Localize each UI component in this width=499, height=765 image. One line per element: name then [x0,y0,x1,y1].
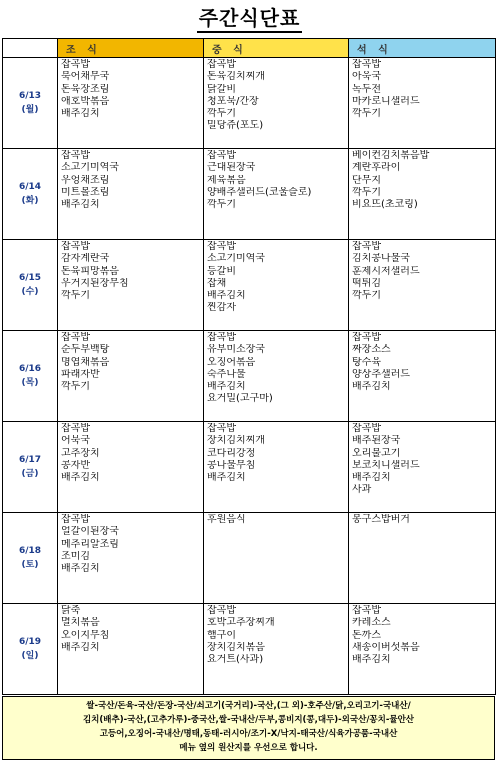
lunch-items [204,58,348,133]
weekday-label: (일) [21,651,39,661]
menu-item: 얼갈이된장국 [61,526,119,538]
dinner-items [349,513,495,526]
menu-item: 탕수육 [352,356,381,368]
lunch-cell [204,149,349,240]
menu-item: 보코치니샐러드 [352,459,420,471]
menu-item: 비요뜨(초코링) [352,199,418,211]
menu-item: 녹두전 [352,83,381,95]
date-label: 6/19 [18,637,42,647]
menu-item: 배추김치 [61,641,100,653]
menu-item: 고추장치 [61,447,100,459]
day-row [3,240,496,331]
day-row [3,513,496,604]
menu-item: 깍두기 [352,290,381,302]
menu-body [3,58,496,695]
menu-item: 배추김치 [61,108,100,120]
dinner-items [349,331,495,393]
menu-item: 양상추샐러드 [352,368,410,380]
header-corner [3,39,58,58]
menu-item: 미트볼조림 [61,186,110,198]
lunch-items [204,331,348,406]
origin-line-3: 고등어,오징어-국내산/명태,동태-러시아/조기-X/낙지-태국산/식육가공품-국내산 [99,729,398,739]
menu-item: 잡곡밥 [207,605,236,616]
menu-item: 김치콩나물국 [352,253,410,265]
menu-item: 배추김치 [207,290,246,302]
menu-item: 잡곡밥 [61,332,90,343]
date-cell [3,58,58,149]
menu-item: 명엽채볶음 [61,356,110,368]
menu-item: 짜장소스 [352,344,391,356]
date-label: 6/15 [18,273,42,283]
menu-item: 잡곡밥 [61,59,90,70]
menu-item: 돈육장조림 [61,83,110,95]
day-row [3,331,496,422]
menu-item: 제육볶음 [207,174,246,186]
menu-item: 배추김치 [61,199,100,211]
menu-item: 잡곡밥 [207,332,236,343]
menu-item: 찐감자 [207,302,236,314]
breakfast-items [58,58,203,120]
menu-item: 등갈비 [207,265,236,277]
menu-item: 오징어볶음 [207,356,256,368]
date-label: 6/13 [18,91,42,101]
header-lunch: 중 식 [204,39,349,58]
menu-item: 잡곡밥 [207,241,236,252]
date-cell [3,604,58,695]
day-row [3,149,496,240]
lunch-items [204,240,348,315]
menu-item: 떡튀김 [352,277,381,289]
menu-item: 훈제시저샐러드 [352,265,420,277]
header-dinner: 석 식 [349,39,496,58]
menu-item: 배추된장국 [352,435,401,447]
dinner-items [349,422,495,497]
breakfast-items [58,513,203,575]
menu-item: 잡곡밥 [61,241,90,252]
menu-item: 호박고추장찌개 [207,617,275,629]
dinner-cell [349,240,496,331]
dinner-items [349,604,495,666]
menu-item: 깍두기 [61,381,90,393]
menu-item: 잡곡밥 [61,423,90,434]
menu-item: 잡곡밥 [352,59,381,70]
menu-item: 마카로니샐러드 [352,95,420,107]
menu-item: 배추김치 [61,472,100,484]
menu-item: 돈육김치찌개 [207,71,265,83]
menu-item: 소고기미역국 [207,253,265,265]
menu-item: 파래자반 [61,368,100,380]
menu-item: 계란후라이 [352,162,401,174]
weekday-label: (토) [21,560,39,570]
dinner-items [349,149,495,211]
menu-item: 배추김치 [207,472,246,484]
weekday-label: (금) [21,469,39,479]
header-breakfast: 조 식 [58,39,204,58]
weekday-label: (목) [21,378,39,388]
header-row [3,39,496,58]
menu-item: 배추김치 [207,381,246,393]
lunch-items [204,149,348,211]
menu-item: 어묵국 [61,435,90,447]
breakfast-cell [58,331,204,422]
menu-item: 봉구스밥버거 [352,514,410,525]
title-area [0,6,499,36]
menu-item: 잡곡밥 [207,150,236,161]
menu-item: 깍두기 [207,108,236,120]
date-label: 6/18 [18,546,42,556]
menu-item: 돈까스 [352,629,381,641]
breakfast-items [58,149,203,211]
menu-item: 사과 [352,484,372,496]
date-cell [3,513,58,604]
origin-line-4: 메뉴 옆의 원산지를 우선으로 합니다. [179,743,318,753]
menu-item: 우거지된장무침 [61,277,129,289]
menu-item: 깍두기 [352,108,381,120]
breakfast-cell [58,422,204,513]
breakfast-items [58,331,203,393]
breakfast-cell [58,149,204,240]
menu-item: 콩자반 [61,459,90,471]
lunch-cell [204,422,349,513]
weekday-label: (월) [21,105,39,115]
menu-item: 닭죽 [61,605,81,616]
menu-item: 요거트(사과) [207,654,264,666]
date-cell [3,149,58,240]
menu-item: 멸치볶음 [61,617,100,629]
origin-line-2: 김치(배추)-국산,(고추가루)-중국산,쌀-국내산/두부,콩비지(콩,대두)-외국산/꽁치-뮬안산 [82,715,415,725]
menu-item: 조미김 [61,550,90,562]
menu-item: 카레소스 [352,617,391,629]
menu-item: 잡곡밥 [61,514,90,525]
breakfast-items [58,422,203,484]
dinner-cell [349,513,496,604]
weekday-label: (수) [21,287,39,297]
menu-item: 잡곡밥 [352,605,381,616]
lunch-items [204,513,348,526]
menu-item: 닭갈비 [207,83,236,95]
lunch-items [204,604,348,666]
lunch-cell [204,513,349,604]
menu-item: 배추김치 [352,381,391,393]
menu-item: 요거밀(고구마) [207,393,273,405]
lunch-cell [204,58,349,149]
menu-item: 잡채 [207,277,227,289]
lunch-cell [204,331,349,422]
breakfast-cell [58,240,204,331]
menu-item: 새송이버섯볶음 [352,641,420,653]
lunch-cell [204,604,349,695]
date-cell [3,422,58,513]
menu-item: 돈육피망볶음 [61,265,119,277]
menu-item: 청포묵/간장 [207,95,259,107]
lunch-cell [204,240,349,331]
menu-item: 깍두기 [352,186,381,198]
dinner-items [349,58,495,120]
dinner-cell [349,58,496,149]
menu-item: 잡곡밥 [207,59,236,70]
dinner-cell [349,604,496,695]
breakfast-cell [58,513,204,604]
menu-item: 장치김치찌개 [207,435,265,447]
menu-item: 유부미소장국 [207,344,265,356]
breakfast-items [58,604,203,654]
menu-item: 콩나물무침 [207,459,256,471]
menu-item: 감자계란국 [61,253,110,265]
menu-item: 배추김치 [61,563,100,575]
menu-item: 애호박볶음 [61,95,110,107]
day-row [3,58,496,149]
menu-item: 장치김치볶음 [207,641,265,653]
menu-item: 잡곡밥 [61,150,90,161]
dinner-items [349,240,495,302]
date-cell [3,240,58,331]
weekday-label: (화) [21,196,39,206]
menu-item: 오이지무침 [61,629,110,641]
menu-item: 배추김치 [352,654,391,666]
origin-notice [2,696,495,760]
menu-item: 우엉채조림 [61,174,110,186]
menu-item: 밀당쥬(포도) [207,120,264,132]
menu-item: 오리불고기 [352,447,401,459]
page-title: 주간식단표 [197,6,303,33]
origin-line-1: 쌀-국산/돈육-국산/돈장-국산/쇠고기(국거리)-국산,(그 외)-호주산/닭,오리고기-국내산/ [86,701,411,711]
breakfast-cell [58,604,204,695]
menu-item: 베이컨김치볶음밥 [352,150,430,161]
date-cell [3,331,58,422]
menu-table [2,38,496,695]
menu-item: 햄구이 [207,629,236,641]
menu-item: 아욱국 [352,71,381,83]
dinner-cell [349,149,496,240]
dinner-cell [349,331,496,422]
menu-item: 깍두기 [207,199,236,211]
date-label: 6/16 [18,364,42,374]
day-row [3,422,496,513]
menu-item: 배추김치 [352,472,391,484]
menu-item: 잡곡밥 [352,423,381,434]
menu-item: 북어채무국 [61,71,110,83]
breakfast-cell [58,58,204,149]
lunch-items [204,422,348,484]
menu-item: 소고기미역국 [61,162,119,174]
date-label: 6/17 [18,455,42,465]
menu-item: 근대된장국 [207,162,256,174]
menu-item: 코다리강정 [207,447,256,459]
day-row [3,604,496,695]
menu-item: 잡곡밥 [352,241,381,252]
menu-item: 깍두기 [61,290,90,302]
date-label: 6/14 [18,182,42,192]
menu-item: 순두부백탕 [61,344,110,356]
dinner-cell [349,422,496,513]
menu-item: 양배추샐러드(코울슬로) [207,186,312,198]
menu-item: 후원음식 [207,514,246,525]
menu-item: 숙주나물 [207,368,246,380]
menu-item: 잡곡밥 [352,332,381,343]
menu-item: 단무지 [352,174,381,186]
menu-item: 메추리알조림 [61,538,119,550]
menu-item: 잡곡밥 [207,423,236,434]
breakfast-items [58,240,203,302]
